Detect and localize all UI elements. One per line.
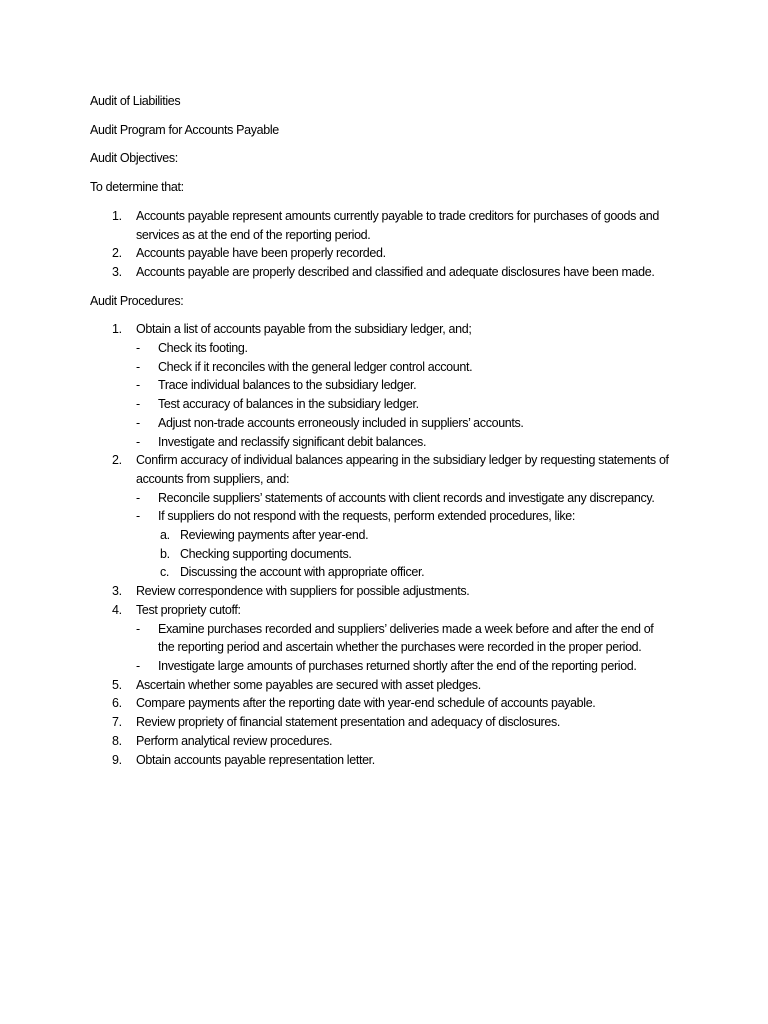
letter-marker: b. [160, 546, 170, 561]
procedure-text: Review correspondence with suppliers for possible adjustments. [136, 584, 470, 599]
procedure-text: Obtain a list of accounts payable from the subsidiary ledger, and; [136, 322, 472, 337]
objective-text: Accounts payable represent amounts currently payable to trade creditors for purchases of goods and services as at the end of the reporting period. [136, 208, 659, 242]
objectives-heading: Audit Objectives: [90, 151, 178, 166]
objective-text: Accounts payable are properly described and classified and adequate disclosures have been made. [136, 264, 655, 279]
procedure-text: Compare payments after the reporting date with year-end schedule of accounts payable. [136, 696, 596, 711]
dash-marker: - [136, 341, 140, 356]
document-title: Audit of Liabilities [90, 94, 181, 108]
procedures-heading: Audit Procedures: [90, 293, 184, 308]
dash-marker: - [136, 359, 140, 374]
dash-marker: - [136, 621, 140, 636]
sub-item [136, 507, 670, 582]
document-body [90, 92, 670, 779]
sub-item-text: Trace individual balances to the subsidiary ledger. [158, 378, 417, 393]
dash-marker: - [136, 415, 140, 430]
sub-item [136, 489, 670, 508]
dash-marker: - [136, 490, 140, 505]
lettered-item-text: Reviewing payments after year-end. [180, 528, 369, 543]
procedure-item [90, 732, 670, 751]
procedure-number: 5. [112, 677, 122, 692]
procedure-item [90, 694, 670, 713]
procedure-text: Ascertain whether some payables are secured with asset pledges. [136, 677, 481, 692]
procedure-text: Test propriety cutoff: [136, 602, 241, 617]
procedure-item [90, 451, 670, 582]
objective-number: 1. [112, 208, 122, 223]
letter-marker: c. [160, 565, 170, 580]
procedure-number: 3. [112, 584, 122, 599]
objective-number: 3. [112, 264, 122, 279]
sub-item [136, 414, 670, 433]
dash-marker: - [136, 397, 140, 412]
objectives-intro: To determine that: [90, 180, 184, 195]
procedure-number: 9. [112, 752, 122, 767]
dash-marker: - [136, 658, 140, 673]
dash-marker: - [136, 434, 140, 449]
program-title: Audit Program for Accounts Payable [90, 122, 279, 137]
sub-item-text: Investigate and reclassify significant debit balances. [158, 434, 427, 449]
procedure-text: Perform analytical review procedures. [136, 733, 333, 748]
objective-text: Accounts payable have been properly recorded. [136, 246, 386, 261]
objective-number: 2. [112, 246, 122, 261]
objective-item [90, 263, 670, 282]
lettered-item-text: Discussing the account with appropriate officer. [180, 565, 425, 580]
procedure-sublist [136, 339, 670, 451]
sub-item-text: Examine purchases recorded and suppliers’ deliveries made a week before and after the end of the reporting period and ascertain whether the purchases were recorded in the proper period. [158, 621, 654, 655]
sub-item [136, 395, 670, 414]
sub-item [136, 358, 670, 377]
procedure-number: 1. [112, 322, 122, 337]
dash-marker: - [136, 378, 140, 393]
letter-marker: a. [160, 528, 170, 543]
lettered-item-text: Checking supporting documents. [180, 546, 352, 561]
objective-item [90, 207, 670, 244]
procedure-item [90, 320, 670, 451]
sub-item-text: Test accuracy of balances in the subsidiary ledger. [158, 397, 419, 412]
sub-item [136, 339, 670, 358]
sub-item [136, 376, 670, 395]
procedure-item [90, 676, 670, 695]
sub-item-text: Adjust non-trade accounts erroneously included in suppliers’ accounts. [158, 415, 524, 430]
procedure-item [90, 582, 670, 601]
dash-marker: - [136, 509, 140, 524]
procedure-item [90, 601, 670, 676]
lettered-item [158, 545, 670, 564]
lettered-item [158, 563, 670, 582]
lettered-item [158, 526, 670, 545]
sub-item-text: Check its footing. [158, 341, 248, 356]
procedure-number: 8. [112, 733, 122, 748]
sub-item-text: If suppliers do not respond with the requests, perform extended procedures, like: [158, 509, 576, 524]
procedure-item [90, 751, 670, 770]
sub-item-text: Reconcile suppliers’ statements of accounts with client records and investigate any discrepancy. [158, 490, 655, 505]
objective-item [90, 244, 670, 263]
sub-item [136, 657, 670, 676]
sub-item [136, 620, 670, 657]
procedures-list [90, 320, 670, 769]
procedure-number: 6. [112, 696, 122, 711]
procedure-number: 2. [112, 453, 122, 468]
sub-item [136, 433, 670, 452]
procedure-text: Confirm accuracy of individual balances appearing in the subsidiary ledger by requesting statements of accounts from suppliers, and: [136, 453, 669, 486]
procedure-sublist [136, 489, 670, 583]
extended-procedures-list [158, 526, 670, 582]
procedure-sublist [136, 620, 670, 676]
procedure-item [90, 713, 670, 732]
procedure-number: 4. [112, 602, 122, 617]
procedure-text: Review propriety of financial statement presentation and adequacy of disclosures. [136, 715, 560, 730]
sub-item-text: Investigate large amounts of purchases returned shortly after the end of the reporting period. [158, 658, 637, 673]
procedure-text: Obtain accounts payable representation letter. [136, 752, 375, 767]
objectives-list [90, 207, 670, 282]
procedure-number: 7. [112, 715, 122, 730]
sub-item-text: Check if it reconciles with the general ledger control account. [158, 359, 473, 374]
